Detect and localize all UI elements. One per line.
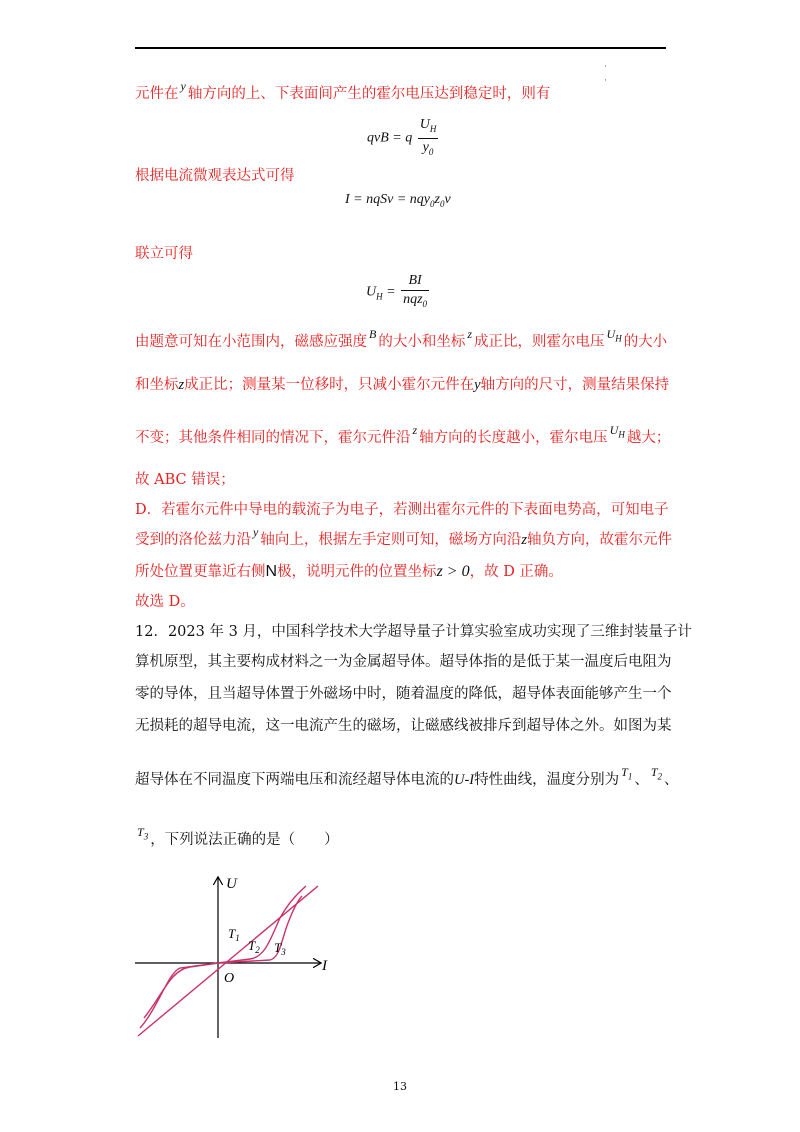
var-U: U [609,423,619,437]
solution-line-2: 根据电流微观表达式可得 [135,168,295,184]
var-T3: T [137,825,144,839]
text: 轴负方向，故霍尔元件 [526,532,672,548]
text: 特性曲线，温度分别为 [474,772,620,788]
solution-line-4 [135,327,668,356]
t2-label: $T_2$ [248,938,260,955]
text: 轴向上，根据左手定则可知，磁场方向沿 [260,532,522,548]
sub: 3 [143,831,149,842]
text: 和坐标 [135,377,179,393]
pole-N: N [265,563,278,580]
ui-characteristic-figure [130,868,350,1048]
question-12-line-4: 无损耗的超导电流，这一电流产生的磁场，让磁感线被排斥到超导体之外。如图为某 [135,718,672,734]
origin-label: O [224,971,235,986]
curve-t2 [140,886,306,1028]
var-z: z [178,377,185,393]
eq-part: v [444,192,451,207]
eq-left: qvB = q [367,130,413,146]
fraction [401,272,429,313]
text: 轴方向的上、下表面间产生的霍尔电压达到稳定时，则有 [187,86,551,102]
sub: H [618,429,625,440]
eq-sign: = [382,284,400,300]
axis-i-label: I [322,958,327,974]
question-12-line-1: 12．2023 年 3 月，中国科学技术大学超导量子计算实验室成功实现了三维封装量子计 [135,624,692,640]
var-B: B [369,327,377,341]
frac-num: BI [401,272,429,291]
header-rule [135,47,666,49]
eq-part: z [434,192,440,207]
text: 受到的洛伦兹力沿 [135,532,251,548]
curve-t3 [144,896,302,1018]
frac-den: y [422,139,429,155]
var-T1: T [621,765,628,779]
text: 轴方向的尺寸，测量结果保持 [480,377,670,393]
sub: H [376,291,383,302]
var-UI: U-I [454,772,475,788]
text: 超导体在不同温度下两端电压和流经超导体电流的 [135,772,454,788]
sub: 2 [657,771,663,782]
var-T2: T [650,765,658,779]
question-12-line-3: 零的导体，且当超导体置于外磁场中时，随着温度的降低，超导体表面能够产生一个 [135,686,672,702]
text: 成正比，则霍尔电压 [474,334,605,350]
frac-num: U [419,117,430,132]
solution-line-11: 故选 D。 [135,594,195,610]
math-z-gt-0: z > 0 [436,563,470,580]
var-z: z [467,327,473,341]
page-number: 13 [393,1080,407,1093]
sub: H [615,333,622,344]
t3-label: $T_3$ [274,940,286,957]
text: 极，说明元件的位置坐标 [277,564,437,580]
text: 成正比；测量某一位移时，只减小霍尔元件在 [184,377,475,393]
eq-part: I = nqSv = nqy [345,192,430,207]
solution-line-1 [135,79,551,104]
text: 轴方向的长度越小，霍尔电压 [419,430,608,446]
solution-line-10 [135,562,563,582]
solution-line-6 [135,423,671,452]
var-y: y [253,525,259,539]
text: 、 [634,772,649,788]
eq-left: U [366,284,377,300]
var-z: z [412,423,418,437]
sub: H [429,123,437,134]
frac-den: nqz [403,292,423,307]
text: 的大小 [623,334,668,350]
equation-1 [367,116,440,161]
var-z: z [521,532,527,548]
var-y: y [474,377,481,393]
text: 所处位置更靠近右侧 [135,564,266,580]
solution-line-3: 联立可得 [135,246,193,262]
question-12-line-6 [135,825,339,854]
sub: 0 [439,198,445,209]
header-dots: · · [604,62,607,86]
t1-label: $T_1$ [228,926,240,943]
sub: 0 [428,146,434,157]
equation-2 [345,192,451,209]
axis-u-label: U [226,876,237,892]
text: 元件在 [135,86,179,102]
sub: 0 [429,198,435,209]
text: 不变；其他条件相同的情况下，霍尔元件沿 [135,430,411,446]
question-12-line-5 [135,765,679,794]
equation-3 [366,272,431,313]
solution-line-9 [135,525,672,550]
text: 的大小和坐标 [378,334,466,350]
solution-line-8: D．若霍尔元件中导电的载流子为电子，若测出霍尔元件的下表面电势高，可知电子 [135,502,669,518]
text: ，下列说法正确的是（ ） [150,832,339,848]
sub: 1 [627,771,633,782]
solution-line-5 [135,375,669,395]
fraction [418,116,439,161]
text: 越大； [626,430,671,446]
solution-line-7: 故 ABC 错误； [135,472,235,488]
sub: 0 [422,298,428,309]
text: ，故 D 正确。 [469,564,563,580]
question-12-line-2: 算机原型，其主要构成材料之一为金属超导体。超导体指的是低于某一温度后电阻为 [135,654,672,670]
text: 由题意可知在小范围内，磁感应强度 [135,334,367,350]
curve-t1 [138,886,318,1036]
var-y: y [180,79,186,93]
var-U: U [606,327,616,341]
text: 、 [664,772,679,788]
